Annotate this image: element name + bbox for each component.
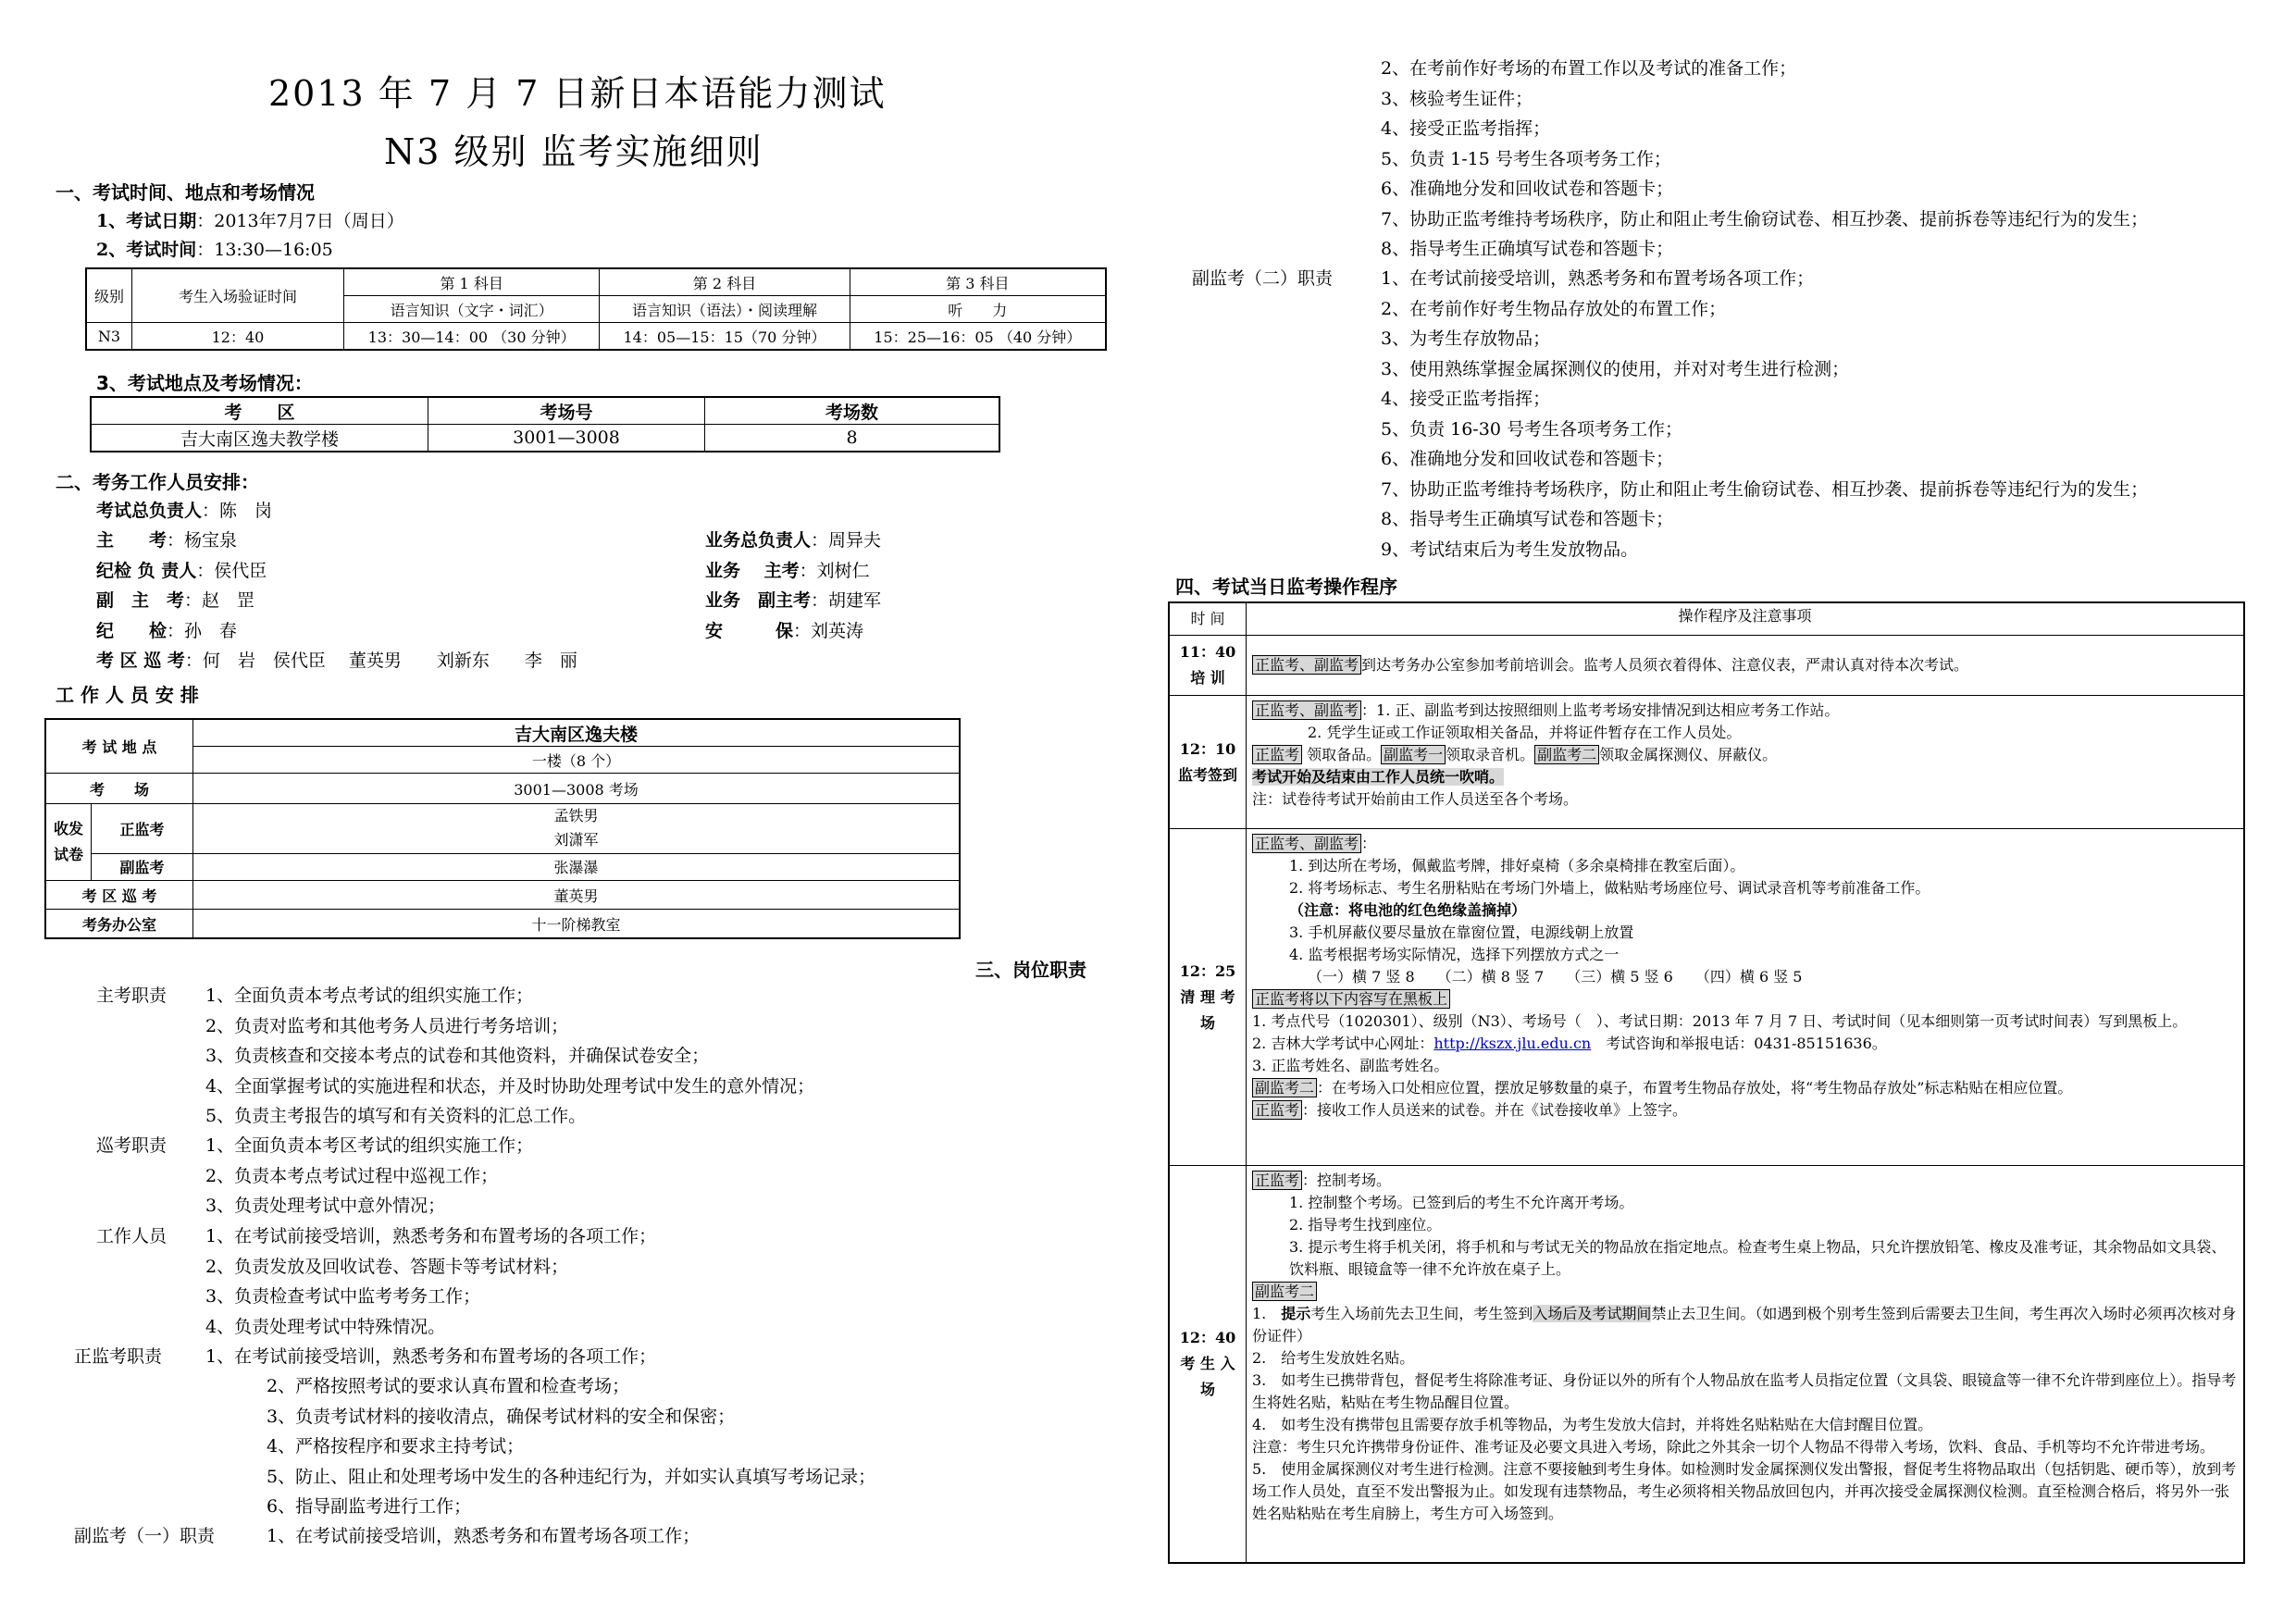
tag-sub-2: 副监考二 <box>1252 1282 1317 1301</box>
r2-content: 正监考、副监考 ：1. 正、副监考到达按照细则上监考考场安排情况到达相应考务工作站。 2. 凭学生证或工作证领取相关备品，并将证件暂存在工作人员处。 正监考 领取备品。 副监考一 领取录音机。 副监考二 领取金属探测仪、屏蔽仪。 考试开始及结束由工作人员统一吹哨。 注：试卷待考试开始前由工作人员送至各个考场。 <box>1247 696 2245 829</box>
count-value: 8 <box>705 425 1000 452</box>
duty-item: 4、全面掌握考试的实施进程和状态，并及时协助处理考试中发生的意外情况； <box>205 1075 815 1097</box>
duty-item: 3、负责核查和交接本考点的试卷和其他资料，并确保试卷安全； <box>205 1046 710 1066</box>
sub2-list <box>1381 264 2148 564</box>
duty-item: 4、严格按程序和要求主持考试； <box>267 1436 525 1457</box>
r1-content: 正监考、副监考 到达考务办公室参加考前培训会。监考人员须衣着得体、注意仪表，严肃认真对待本次考试。 <box>1247 636 2245 696</box>
duty-item: 1、在考试前接受培训，熟悉考务和布置考场各项工作； <box>1381 268 1815 289</box>
schedule-table <box>85 267 1107 351</box>
duty-item: 2、在考前作好考生物品存放处的布置工作； <box>1381 298 1727 319</box>
section-4-heading: 四、考试当日监考操作程序 <box>1175 576 1397 598</box>
duty-item: 1、全面负责本考区考试的组织实施工作； <box>205 1135 534 1156</box>
duty-item: 2、在考前作好考场的布置工作以及考试的准备工作； <box>1381 58 1797 79</box>
duty-item: 1、全面负责本考点考试的组织实施工作； <box>205 986 534 1006</box>
w-floor: 一楼（8 个） <box>193 747 961 774</box>
staff-line: 考 区 巡 考：何 岩 侯代臣 董英男 刘新东 李 丽 <box>96 651 577 671</box>
page-title: 2013 年 7 月 7 日新日本语能力测试 <box>268 73 887 114</box>
subject-2-time: 14：05—15：15（70 分钟） <box>600 323 850 351</box>
duty-item: 3、使用熟练掌握金属探测仪的使用，并对对考生进行检测； <box>1381 358 1850 379</box>
duty-item: 2、负责对监考和其他考务人员进行考务培训； <box>205 1015 569 1036</box>
exam-time: 2、考试时间：13:30—16:05 <box>96 240 333 260</box>
chief-line: 考试总负责人：陈 岗 <box>96 501 273 521</box>
section-3-heading: 三、岗位职责 <box>975 959 1086 981</box>
duty-item: 2、负责发放及回收试卷、答题卡等考试材料； <box>205 1256 569 1277</box>
r3-time: 12：25 清 理 考 场 <box>1169 829 1247 1166</box>
place-label: 3、考试地点及考场情况： <box>96 372 313 394</box>
subject-3-name: 听 力 <box>850 296 1106 323</box>
role-staff: 工作人员 <box>96 1226 168 1246</box>
staff-left-list <box>96 526 577 676</box>
h-level: 级别 <box>86 268 132 323</box>
staff-line: 主 考：杨宝泉 <box>96 530 238 551</box>
tag-proctors: 正监考、副监考 <box>1252 700 1361 720</box>
checkin-value: 12：40 <box>132 323 344 351</box>
duty-item: 3、负责处理考试中意外情况； <box>205 1196 446 1216</box>
role-chief: 主考职责 <box>96 986 168 1006</box>
duty-item: 6、指导副监考进行工作； <box>267 1496 472 1517</box>
r4-time: 12：40 考 生 入 场 <box>1169 1166 1247 1564</box>
r1-time: 11：40 培 训 <box>1169 636 1247 696</box>
h-count: 考场数 <box>705 397 1000 425</box>
tag-main: 正监考 <box>1252 1100 1302 1120</box>
role-sub-proctor-2: 副监考（二）职责 <box>1192 268 1334 289</box>
h-proc: 操作程序及注意事项 <box>1247 602 2245 636</box>
duty-item: 3、负责考试材料的接收清点，确保考试材料的安全和保密； <box>267 1406 736 1427</box>
area-value: 吉大南区逸夫教学楼 <box>91 425 428 452</box>
role-main-proctor: 正监考职责 <box>74 1346 163 1367</box>
tag-main: 正监考 <box>1252 745 1302 764</box>
w-place-value: 吉大南区逸夫楼 <box>193 719 961 747</box>
tag-sub-2: 副监考二 <box>1252 1078 1317 1097</box>
level-value: N3 <box>86 323 132 351</box>
r4-content: 正监考 ：控制考场。 1. 控制整个考场。已签到后的考生不允许离开考场。 2. 指导考生找到座位。 3. 提示考生将手机关闭，将手机和与考试无关的物品放在指定地点。检查考生桌上物品，只允许摆放铅笔、橡皮及准考证，其余物品如文具袋、饮料瓶、眼镜盒等一律不允许放在桌子上。 副监考二 1. 提示考生入场前先去卫生间，考生签到入场后及考试期间禁止去卫生间。（如遇到极个别考生签到后需要去卫生间，考生再次入场时必须再次核对身份证件） 2. 给考生发放姓名贴。 3. 如考生已携带背包，督促考生将除准考证、身份证以外的所有个人物品放在监考人员指定位置（文具袋、眼镜盒等一律不允许带到座位上）。指导考生将姓名贴，粘贴在考生物品醒目位置。 4. 如考生没有携带包且需要存放手机等物品，为考生发放大信封，并将姓名贴粘贴在大信封醒目位置。 注意：考生只允许携带身份证件、准考证及必要文具进入考场，除此之外其余一切个人物品不得带入考场，饮料、食品、手机等均不允许带进考场。 5. 使用金属探测仪对考生进行检测。注意不要接触到考生身体。如检测时发金属探测仪发出警报，督促考生将物品取出（包括钥匙、硬币等），放到考场工作人员处，直至不发出警报为止。如发现有违禁物品，考生必须将相关物品放回包内，并再次接受金属探测仪检测。直至检测合格后，将另外一张姓名贴粘贴在考生肩膀上，考生方可入场签到。 <box>1247 1166 2245 1564</box>
r2-time: 12：10 监考签到 <box>1169 696 1247 829</box>
duty-item: 3、负责检查考试中监考考务工作； <box>205 1286 481 1307</box>
duty-item: 1、在考试前接受培训，熟悉考务和布置考场的各项工作； <box>205 1226 657 1246</box>
room-value: 3001—3008 <box>428 425 705 452</box>
subject-1-name: 语言知识（文字・词汇） <box>344 296 600 323</box>
exam-date: 1、考试日期：2013年7月7日（周日） <box>96 211 404 231</box>
duty-item: 6、准确地分发和回收试卷和答题卡； <box>1381 449 1674 469</box>
section-1-heading: 一、考试时间、地点和考场情况 <box>56 181 315 204</box>
place-table <box>90 396 1000 452</box>
w-main-value: 孟铁男 刘潇军 <box>193 804 961 854</box>
staff-line: 安 保：刘英涛 <box>705 620 864 641</box>
duty-item: 1、在考试前接受培训，熟悉考务和布置考场的各项工作； <box>205 1346 657 1367</box>
duty-item: 1、在考试前接受培训，熟悉考务和布置考场各项工作； <box>267 1526 701 1546</box>
w-place-label: 考 试 地 点 <box>45 719 193 774</box>
w-sub-value: 张瀑瀑 <box>193 853 961 880</box>
duty-item: 2、严格按照考试的要求认真布置和检查考场； <box>267 1376 630 1396</box>
duty-item: 2、负责本考点考试过程中巡视工作； <box>205 1165 499 1186</box>
work-heading: 工 作 人 员 安 排 <box>56 684 199 706</box>
staff-line: 业务 副主考：胡建军 <box>705 590 882 611</box>
h-subject-2: 第 2 科目 <box>600 268 850 296</box>
staff-line: 业务 主考：刘树仁 <box>705 560 870 581</box>
h-room: 考场号 <box>428 397 705 425</box>
w-main-label: 正监考 <box>92 804 193 853</box>
tag-sub-1: 副监考一 <box>1381 745 1446 764</box>
duty-item: 5、防止、阻止和处理考场中发生的各种违纪行为，并如实认真填写考场记录； <box>267 1466 876 1487</box>
duty-item: 8、指导考生正确填写试卷和答题卡； <box>1381 509 1674 529</box>
w-office-label: 考务办公室 <box>45 910 193 939</box>
duty-item: 4、接受正监考指挥； <box>1381 118 1551 139</box>
exam-center-link[interactable]: http://kszx.jlu.edu.cn <box>1433 1035 1592 1052</box>
duty-item: 3、为考生存放物品； <box>1381 329 1551 349</box>
subject-2-name: 语言知识（语法）・阅读理解 <box>600 296 850 323</box>
role-patrol: 巡考职责 <box>96 1135 168 1156</box>
staff-line: 业务总负责人：周异夫 <box>705 530 882 551</box>
h-checkin: 考生入场验证时间 <box>132 268 344 323</box>
sub1-continued-list <box>1381 54 2148 265</box>
duty-item: 8、指导考生正确填写试卷和答题卡； <box>1381 239 1674 259</box>
h-area: 考 区 <box>91 397 428 425</box>
duty-item: 3、核验考生证件； <box>1381 88 1533 109</box>
staff-line: 纪检 负 责人：侯代臣 <box>96 560 267 581</box>
duty-item: 4、负责处理考试中特殊情况。 <box>205 1316 446 1337</box>
w-room-label: 考 场 <box>45 774 193 804</box>
h-subject-3: 第 3 科目 <box>850 268 1106 296</box>
subject-3-time: 15：25—16：05 （40 分钟） <box>850 323 1106 351</box>
work-table <box>44 718 961 939</box>
tag-proctors: 正监考、副监考 <box>1252 655 1361 675</box>
w-patrol-value: 董英男 <box>193 881 961 910</box>
procedure-table <box>1168 601 2245 1564</box>
h-time: 时 间 <box>1169 602 1247 636</box>
h-subject-1: 第 1 科目 <box>344 268 600 296</box>
duty-item: 5、负责 16-30 号考生各项考务工作； <box>1381 418 1682 440</box>
duty-item: 7、协助正监考维持考场秩序，防止和阻止考生偷窃试卷、相互抄袭、提前拆卷等违纪行为的发生； <box>1381 478 2149 500</box>
tag-blackboard: 正监考将以下内容写在黑板上 <box>1252 989 1450 1009</box>
r3-content: 正监考、副监考 ： 1. 到达所在考场，佩戴监考牌，排好桌椅（多余桌椅排在教室后面）。 2. 将考场标志、考生名册粘贴在考场门外墙上，做粘贴考场座位号、调试录音机等考前准备工作。 （注意：将电池的红色绝缘盖摘掉） 3. 手机屏蔽仪要尽量放在靠窗位置，电源线朝上放置 4. 监考根据考场实际情况，选择下列摆放方式之一 （一）横 7 竖 8 （二）横 8 竖 7 （三）横 5 竖 6 （四）横 6 竖 5 正监考将以下内容写在黑板上 1. 考点代号（1020301）、级别（N3）、考场号（ ）、考试日期：2013 年 7 月 7 日、考试时间（见本细则第一页考试时间表）写到黑板上。 2. 吉林大学考试中心网址：http://kszx.jlu.edu.cn 考试咨询和举报电话：0431-85151636。 3. 正监考姓名、副监考姓名。 副监考二 ：在考场入口处相应位置，摆放足够数量的桌子，布置考生物品存放处，将“考生物品存放处”标志粘贴在相应位置。 正监考 ：接收工作人员送来的试卷。并在《试卷接收单》上签字。 <box>1247 829 2245 1166</box>
role-sub-proctor-1: 副监考（一）职责 <box>74 1526 216 1546</box>
w-office-value: 十一阶梯教室 <box>193 910 961 939</box>
duty-item: 4、接受正监考指挥； <box>1381 389 1551 409</box>
w-patrol-label: 考 区 巡 考 <box>45 881 193 910</box>
section-2-heading: 二、考务工作人员安排： <box>56 471 259 493</box>
duty-item: 5、负责主考报告的填写和有关资料的汇总工作。 <box>205 1106 587 1126</box>
duty-item: 6、准确地分发和回收试卷和答题卡； <box>1381 179 1674 199</box>
page-subtitle: N3 级别 监考实施细则 <box>384 131 763 172</box>
duty-item: 7、协助正监考维持考场秩序，防止和阻止考生偷窃试卷、相互抄袭、提前拆卷等违纪行为的发生； <box>1381 208 2149 229</box>
tag-sub-2: 副监考二 <box>1534 745 1599 764</box>
w-sub-label: 副监考 <box>119 859 165 877</box>
staff-line: 纪 检：孙 春 <box>96 620 238 641</box>
staff-line: 副 主 考：赵 罡 <box>96 590 255 611</box>
w-collect-label: 收发试卷 <box>46 804 92 880</box>
w-room-value: 3001—3008 考场 <box>193 774 961 804</box>
tag-main: 正监考 <box>1252 1171 1302 1190</box>
subject-1-time: 13：30—14：00 （30 分钟） <box>344 323 600 351</box>
tag-proctors: 正监考、副监考 <box>1252 834 1361 853</box>
duty-item: 9、考试结束后为考生发放物品。 <box>1381 539 1639 560</box>
staff-right-list <box>705 526 881 646</box>
duty-item: 5、负责 1-15 号考生各项考务工作； <box>1381 148 1671 169</box>
